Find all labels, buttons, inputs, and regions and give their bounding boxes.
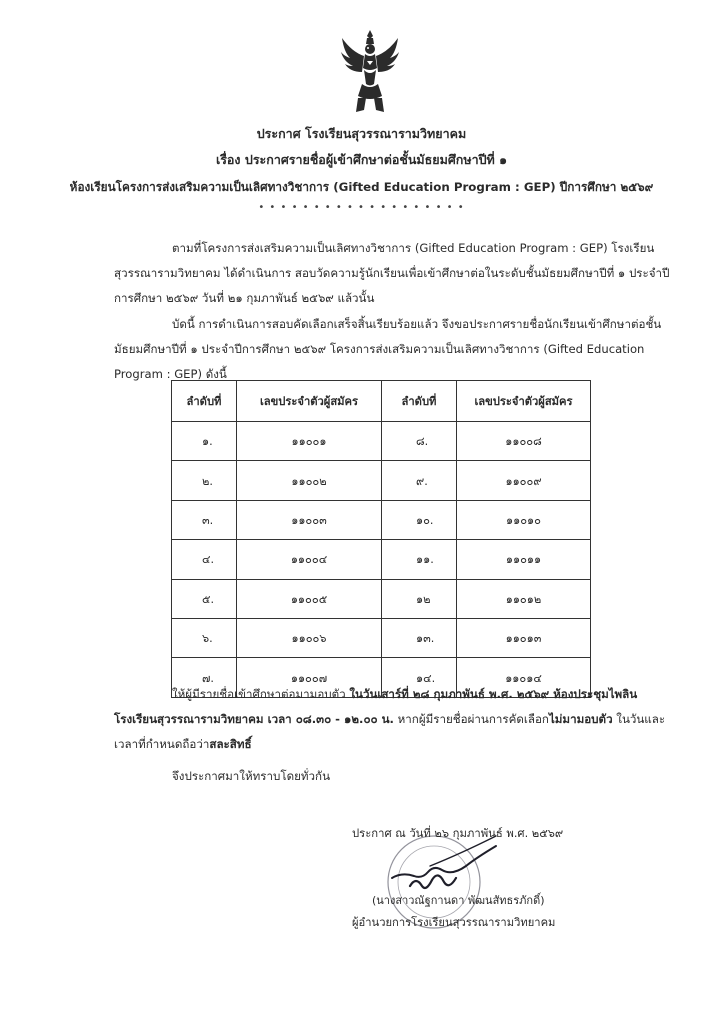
garuda-emblem-icon: [340, 28, 400, 114]
column-header-order: ลำดับที่: [382, 381, 457, 422]
table-row: [172, 461, 591, 500]
candidate-id-cell: ๑๑๐๑๒: [457, 579, 591, 618]
order-cell: ๑๐.: [382, 500, 457, 539]
signatory-name: (นางสาวณัฐกานดา พัฒนสัทธรภักดิ์): [372, 894, 545, 907]
candidate-id-cell: ๑๑๐๐๖: [237, 618, 382, 657]
candidate-id-cell: ๑๑๐๐๓: [237, 500, 382, 539]
table-row: [172, 618, 591, 657]
reporting-deadline: ในวันและเวลาที่กำหนดถือว่า: [114, 712, 666, 751]
candidate-id-cell: ๑๑๐๑๔: [457, 658, 591, 697]
order-cell: ๑๑.: [382, 540, 457, 579]
paragraph-reporting: [114, 682, 678, 757]
paragraph-intro: ตามที่โครงการส่งเสริมความเป็นเลิศทางวิชาการ (Gifted Education Program : GEP) โรงเรียนสุวรรณารามวิทยาคม ได้ดำเนินการ สอบวัดความรู้นักเรียนเพื่อเข้าศึกษาต่อในระดับชั้นมัธยมศึกษาปีที่ ๑ ประจำปีการศึกษา ๒๕๖๙ วันที่ ๒๑ กุมภาพันธ์ ๒๕๖๙ แล้วนั้น: [114, 241, 670, 305]
column-header-id: เลขประจำตัวผู้สมัคร: [237, 381, 382, 422]
candidate-id-cell: ๑๑๐๐๕: [237, 579, 382, 618]
order-cell: ๑๔.: [382, 658, 457, 697]
order-cell: ๑๓.: [382, 618, 457, 657]
order-cell: ๗.: [172, 658, 237, 697]
signatory-position: ผู้อำนวยการโรงเรียนสุวรรณารามวิทยาคม: [352, 916, 556, 929]
order-cell: ๖.: [172, 618, 237, 657]
candidate-id-cell: ๑๑๐๐๒: [237, 461, 382, 500]
header-subject: เรื่อง ประกาศรายชื่อผู้เข้าศึกษาต่อชั้นมัธยมศึกษาปีที่ ๑: [215, 152, 508, 167]
table-row: [172, 540, 591, 579]
reporting-text: ให้ผู้มีรายชื่อเข้าศึกษาต่อมามอบตัว: [172, 687, 350, 701]
order-cell: ๕.: [172, 579, 237, 618]
candidate-id-cell: ๑๑๐๐๑: [237, 422, 382, 461]
candidate-table: [171, 380, 591, 698]
reporting-no-show: ไม่มามอบตัว: [548, 712, 613, 726]
table-row: [172, 422, 591, 461]
header-program: ห้องเรียนโครงการส่งเสริมความเป็นเลิศทางวิชาการ (Gifted Education Program : GEP) ปีการศึกษา ๒๕๖๙: [69, 180, 654, 194]
order-cell: ๔.: [172, 540, 237, 579]
candidate-id-cell: ๑๑๐๑๑: [457, 540, 591, 579]
reporting-forfeit: สละสิทธิ์: [209, 737, 252, 751]
candidate-id-cell: ๑๑๐๐๔: [237, 540, 382, 579]
paragraph-result: บัดนี้ การดำเนินการสอบคัดเลือกเสร็จสิ้นเรียบร้อยแล้ว จึงขอประกาศรายชื่อนักเรียนเข้าศึกษาต่อชั้นมัธยมศึกษาปีที่ ๑ ประจำปีการศึกษา ๒๕๖๙ โครงการส่งเสริมความเป็นเลิศทางวิชาการ (Gifted Education Program : GEP) ดังนี้: [114, 317, 662, 381]
table-row: [172, 500, 591, 539]
reporting-condition: หากผู้มีรายชื่อผ่านการคัดเลือก: [393, 712, 549, 726]
header-separator: • • • • • • • • • • • • • • • • • • •: [258, 202, 465, 213]
column-header-id: เลขประจำตัวผู้สมัคร: [457, 381, 591, 422]
candidate-id-cell: ๑๑๐๐๗: [237, 658, 382, 697]
order-cell: ๑.: [172, 422, 237, 461]
order-cell: ๒.: [172, 461, 237, 500]
candidate-id-cell: ๑๑๐๐๘: [457, 422, 591, 461]
table-row: [172, 579, 591, 618]
candidate-id-cell: ๑๑๐๑๓: [457, 618, 591, 657]
reporting-datetime: ในวันเสาร์ที่ ๒๘ กุมภาพันธ์ พ.ศ. ๒๕๖๙ ห้องประชุมไพลิน โรงเรียนสุวรรณารามวิทยาคม เวลา ๐๘.๓๐ - ๑๒.๐๐ น.: [114, 687, 638, 726]
table-header-row: [172, 381, 591, 422]
candidate-id-cell: ๑๑๐๐๙: [457, 461, 591, 500]
column-header-order: ลำดับที่: [172, 381, 237, 422]
order-cell: ๘.: [382, 422, 457, 461]
order-cell: ๑๒: [382, 579, 457, 618]
paragraph-closing: จึงประกาศมาให้ทราบโดยทั่วกัน: [172, 769, 330, 783]
signature-date: ประกาศ ณ วันที่ ๒๖ กุมภาพันธ์ พ.ศ. ๒๕๖๙: [352, 827, 564, 840]
header-title: ประกาศ โรงเรียนสุวรรณารามวิทยาคม: [256, 126, 467, 141]
candidate-id-cell: ๑๑๐๑๐: [457, 500, 591, 539]
order-cell: ๓.: [172, 500, 237, 539]
order-cell: ๙.: [382, 461, 457, 500]
